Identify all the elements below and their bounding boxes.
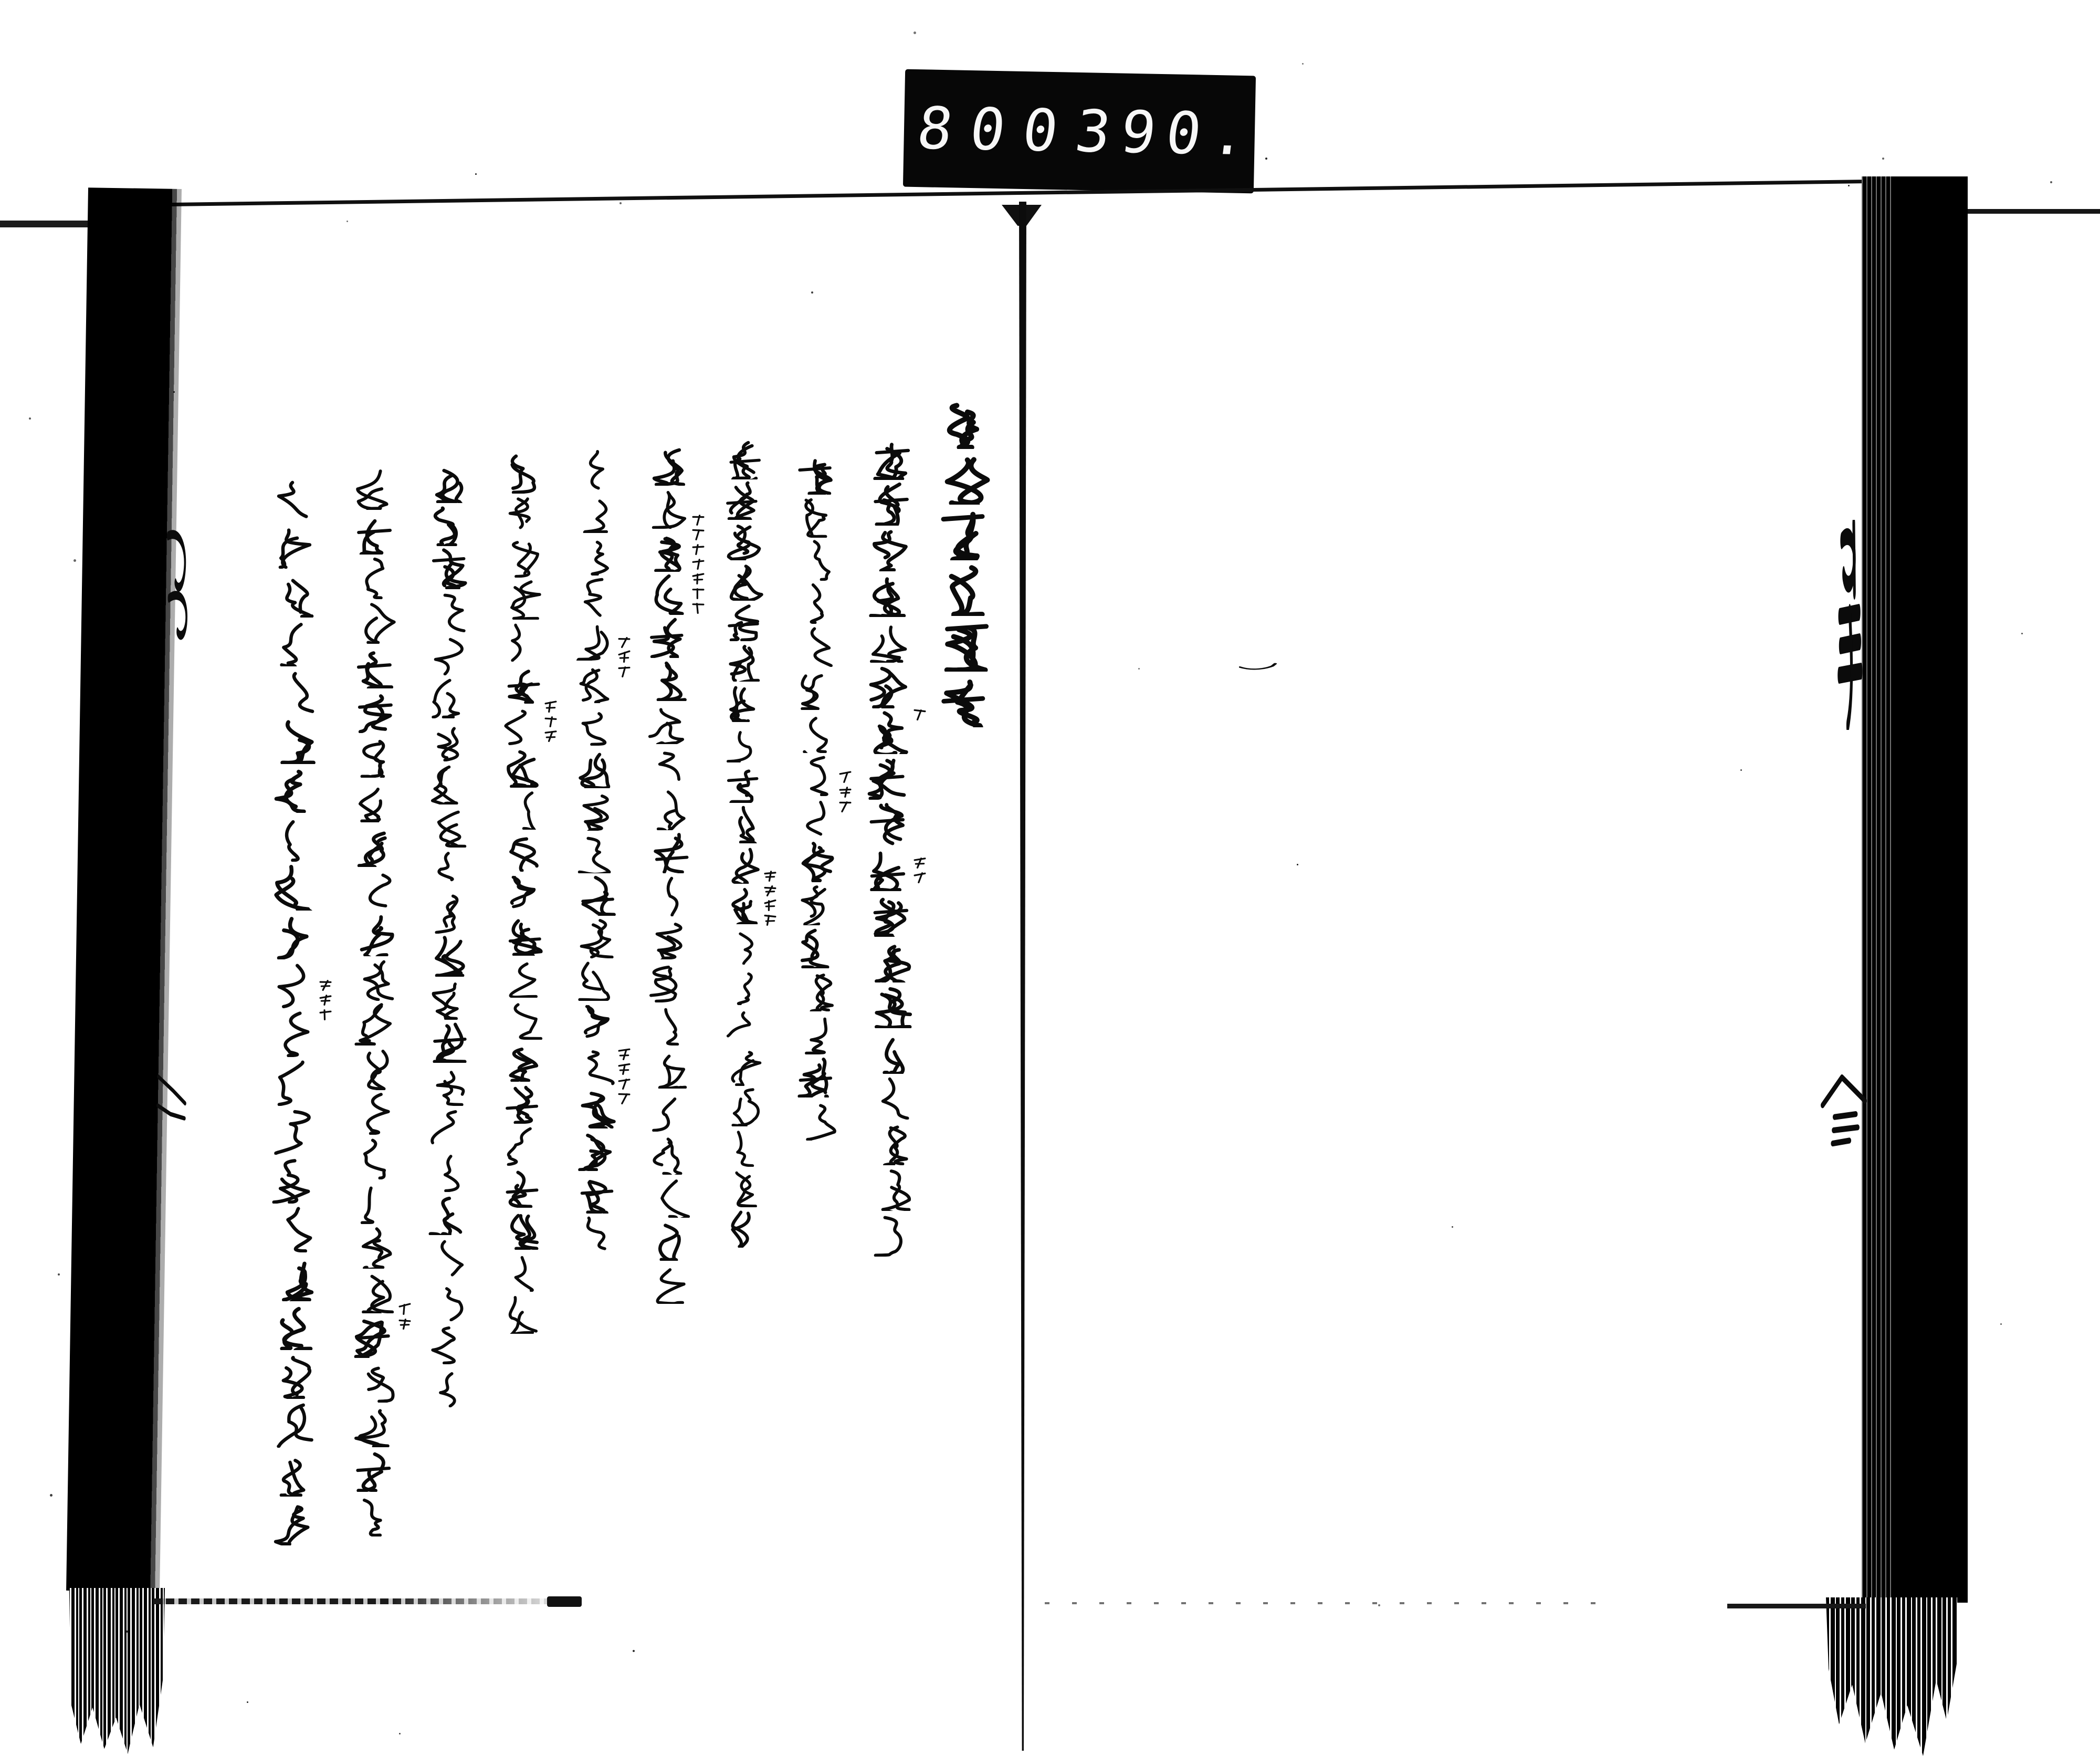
manuscript-character bbox=[574, 577, 616, 618]
right-page-edge-texture bbox=[1862, 176, 1891, 1603]
noise-speck bbox=[1848, 185, 1850, 186]
manuscript-character bbox=[267, 766, 314, 813]
manuscript-character bbox=[721, 683, 760, 722]
manuscript-character bbox=[721, 1127, 761, 1167]
manuscript-character bbox=[726, 561, 765, 601]
manuscript-character bbox=[794, 625, 836, 667]
manuscript-character bbox=[797, 969, 839, 1011]
manuscript-character bbox=[427, 719, 469, 761]
furigana-character bbox=[617, 1062, 631, 1075]
manuscript-character bbox=[866, 847, 910, 891]
manuscript-character bbox=[794, 926, 836, 968]
manuscript-character bbox=[649, 573, 691, 615]
manuscript-character bbox=[351, 1314, 394, 1358]
noise-speck bbox=[2021, 633, 2023, 634]
manuscript-character bbox=[648, 444, 690, 486]
manuscript-character bbox=[573, 747, 615, 788]
manuscript-character bbox=[356, 1180, 400, 1224]
manuscript-character bbox=[269, 1303, 317, 1350]
manuscript-character bbox=[796, 1012, 838, 1054]
manuscript-character bbox=[937, 562, 991, 616]
manuscript-character bbox=[354, 1136, 397, 1179]
manuscript-character bbox=[649, 1219, 691, 1261]
manuscript-character bbox=[355, 779, 398, 822]
furigana-character bbox=[617, 635, 631, 649]
manuscript-character bbox=[351, 1404, 394, 1447]
manuscript-character bbox=[869, 1030, 913, 1074]
bottom-edge-line-right bbox=[1727, 1604, 1866, 1608]
manuscript-character bbox=[646, 1262, 688, 1304]
manuscript-character bbox=[351, 1002, 394, 1046]
furigana-character bbox=[913, 707, 927, 721]
manuscript-character bbox=[936, 395, 990, 449]
manuscript-character bbox=[649, 530, 691, 572]
furigana-character bbox=[763, 913, 777, 926]
text-column-6 bbox=[502, 453, 543, 1335]
manuscript-character bbox=[721, 723, 761, 762]
furigana-character bbox=[319, 1007, 332, 1021]
manuscript-character bbox=[428, 978, 470, 1020]
noise-speck bbox=[620, 202, 622, 204]
text-column-2 bbox=[795, 453, 837, 1142]
manuscript-character bbox=[649, 1090, 691, 1132]
manuscript-character bbox=[274, 1352, 321, 1399]
manuscript-character bbox=[270, 1205, 318, 1252]
manuscript-character bbox=[429, 1021, 471, 1063]
manuscript-character bbox=[650, 1176, 692, 1218]
furigana-character bbox=[838, 770, 852, 783]
noise-speck bbox=[914, 32, 916, 34]
manuscript-character bbox=[936, 506, 990, 560]
furigana-annotation bbox=[913, 707, 927, 721]
manuscript-character bbox=[269, 912, 317, 959]
manuscript-character bbox=[273, 1254, 320, 1301]
right-margin-upper-fragment bbox=[1832, 520, 1866, 730]
manuscript-character bbox=[270, 814, 317, 862]
manuscript-character bbox=[722, 1168, 762, 1207]
text-column-1 bbox=[868, 436, 912, 1258]
manuscript-character bbox=[649, 1047, 691, 1089]
manuscript-character bbox=[869, 893, 913, 937]
furigana-character bbox=[691, 557, 705, 570]
manuscript-character bbox=[865, 756, 909, 800]
manuscript-character bbox=[794, 496, 836, 538]
manuscript-character bbox=[726, 1047, 765, 1086]
text-column-5 bbox=[575, 449, 617, 1257]
right-margin-lower-fragment bbox=[1821, 1074, 1867, 1148]
furigana-character bbox=[691, 601, 705, 614]
manuscript-character bbox=[576, 917, 617, 958]
manuscript-character bbox=[354, 823, 398, 867]
furigana-character bbox=[763, 883, 777, 897]
furigana-character bbox=[617, 1091, 631, 1105]
manuscript-character bbox=[271, 1059, 318, 1106]
manuscript-character bbox=[426, 1107, 468, 1149]
manuscript-character bbox=[268, 521, 315, 569]
furigana-annotation bbox=[398, 1302, 412, 1330]
manuscript-character bbox=[576, 704, 618, 746]
manuscript-character bbox=[426, 849, 468, 891]
noise-speck bbox=[633, 1650, 635, 1652]
manuscript-character bbox=[351, 466, 395, 510]
manuscript-character bbox=[726, 1087, 765, 1126]
furigana-character bbox=[763, 898, 777, 912]
manuscript-character bbox=[575, 1215, 616, 1256]
title-column bbox=[937, 395, 991, 729]
manuscript-character bbox=[430, 461, 472, 503]
manuscript-character bbox=[723, 885, 763, 924]
manuscript-character bbox=[646, 960, 688, 1002]
manuscript-character bbox=[502, 1167, 543, 1208]
furigana-character bbox=[691, 542, 705, 556]
manuscript-character bbox=[574, 534, 615, 576]
manuscript-character bbox=[797, 840, 839, 882]
manuscript-character bbox=[651, 659, 693, 701]
manuscript-character bbox=[723, 602, 763, 641]
manuscript-character bbox=[576, 1172, 617, 1214]
manuscript-character bbox=[428, 892, 470, 934]
noise-speck bbox=[1297, 864, 1298, 865]
noise-speck bbox=[58, 1273, 60, 1276]
text-column-8 bbox=[354, 466, 397, 1538]
text-column-4 bbox=[648, 444, 690, 1305]
furigana-character bbox=[691, 586, 705, 600]
noise-speck bbox=[247, 1701, 248, 1703]
furigana-character bbox=[691, 527, 705, 541]
manuscript-character bbox=[353, 734, 396, 778]
manuscript-character bbox=[268, 619, 316, 666]
right-page-edge-frays bbox=[1826, 1597, 1957, 1756]
manuscript-character bbox=[356, 913, 400, 956]
manuscript-character bbox=[794, 453, 836, 495]
manuscript-character bbox=[793, 668, 835, 710]
manuscript-character bbox=[646, 616, 688, 658]
manuscript-character bbox=[869, 1121, 914, 1165]
manuscript-character bbox=[268, 473, 316, 520]
furigana-character bbox=[544, 729, 558, 743]
manuscript-character bbox=[427, 1236, 469, 1278]
furigana-character bbox=[544, 699, 558, 713]
manuscript-character bbox=[428, 1150, 470, 1192]
furigana-character bbox=[913, 855, 927, 869]
manuscript-character bbox=[504, 747, 545, 788]
manuscript-character bbox=[797, 1099, 839, 1141]
manuscript-character bbox=[270, 961, 318, 1008]
text-column-9 bbox=[270, 473, 318, 1547]
manuscript-character bbox=[650, 1004, 692, 1046]
manuscript-character bbox=[724, 521, 764, 560]
manuscript-character bbox=[869, 482, 914, 526]
manuscript-character bbox=[793, 539, 835, 581]
manuscript-character bbox=[354, 1359, 398, 1403]
manuscript-character bbox=[271, 1107, 318, 1155]
manuscript-character bbox=[575, 492, 616, 533]
manuscript-character bbox=[268, 1156, 316, 1204]
manuscript-character bbox=[722, 1006, 761, 1046]
manuscript-character bbox=[351, 1448, 395, 1492]
text-column-3 bbox=[723, 440, 763, 1249]
noise-speck bbox=[29, 417, 31, 420]
manuscript-character bbox=[504, 579, 545, 620]
left-page-edge-frays bbox=[67, 1588, 165, 1754]
manuscript-character bbox=[868, 710, 912, 754]
bottom-edge-ink-blob bbox=[547, 1596, 582, 1607]
noise-speck bbox=[1452, 1226, 1453, 1228]
manuscript-character bbox=[870, 436, 915, 480]
furigana-character bbox=[617, 664, 631, 678]
manuscript-character bbox=[356, 1270, 400, 1313]
furigana-annotation bbox=[838, 770, 852, 813]
furigana-character bbox=[838, 785, 852, 798]
manuscript-character bbox=[274, 668, 321, 715]
manuscript-character bbox=[865, 573, 909, 617]
manuscript-character bbox=[726, 844, 765, 884]
manuscript-character bbox=[936, 673, 990, 727]
noise-speck bbox=[173, 391, 175, 393]
manuscript-character bbox=[723, 764, 762, 803]
manuscript-character bbox=[939, 451, 993, 505]
furigana-annotation bbox=[617, 635, 631, 678]
furigana-annotation bbox=[617, 1047, 631, 1105]
furigana-character bbox=[544, 714, 558, 728]
furigana-character bbox=[913, 870, 927, 884]
manuscript-character bbox=[505, 495, 545, 536]
manuscript-character bbox=[871, 984, 915, 1028]
manuscript-character bbox=[502, 1293, 543, 1334]
manuscript-character bbox=[866, 619, 910, 663]
manuscript-character bbox=[503, 957, 544, 998]
manuscript-character bbox=[355, 868, 399, 912]
manuscript-character bbox=[354, 1047, 397, 1090]
manuscript-character bbox=[428, 1322, 470, 1364]
noise-speck bbox=[50, 1494, 52, 1497]
manuscript-character bbox=[428, 547, 470, 589]
noise-speck bbox=[1882, 158, 1884, 160]
manuscript-character bbox=[426, 504, 468, 546]
furigana-character bbox=[691, 513, 705, 526]
manuscript-character bbox=[270, 863, 318, 911]
counter-left-digits: 800 bbox=[914, 95, 1080, 165]
manuscript-character bbox=[866, 527, 910, 571]
left-page-edge-band bbox=[66, 187, 182, 1592]
manuscript-character bbox=[573, 1130, 614, 1171]
manuscript-character bbox=[794, 797, 836, 839]
noise-speck bbox=[2050, 181, 2052, 183]
noise-speck bbox=[2000, 1323, 2002, 1325]
manuscript-character bbox=[269, 1449, 316, 1497]
noise-speck bbox=[129, 320, 131, 323]
manuscript-character bbox=[505, 999, 545, 1040]
noise-speck bbox=[399, 1733, 401, 1734]
manuscript-character bbox=[866, 664, 910, 708]
manuscript-character bbox=[869, 1075, 914, 1120]
manuscript-character bbox=[430, 590, 472, 632]
manuscript-character bbox=[572, 449, 614, 490]
manuscript-character bbox=[505, 915, 545, 956]
counter-right-digits: 390. bbox=[1071, 98, 1261, 169]
noise-speck bbox=[74, 559, 76, 562]
furigana-character bbox=[838, 799, 852, 813]
furigana-character bbox=[398, 1302, 412, 1315]
noise-speck bbox=[1265, 158, 1267, 160]
manuscript-character bbox=[794, 1055, 836, 1098]
furigana-character bbox=[319, 978, 332, 991]
manuscript-character bbox=[504, 831, 545, 872]
manuscript-character bbox=[352, 511, 396, 555]
furigana-annotation bbox=[913, 855, 927, 884]
noise-speck bbox=[1740, 769, 1742, 771]
furigana-character bbox=[398, 1316, 412, 1330]
bottom-edge-line-left bbox=[153, 1598, 582, 1604]
manuscript-character bbox=[274, 1400, 321, 1448]
manuscript-character bbox=[425, 1193, 467, 1235]
manuscript-character bbox=[505, 789, 545, 830]
manuscript-character bbox=[430, 633, 472, 675]
manuscript-character bbox=[577, 1087, 618, 1128]
manuscript-character bbox=[501, 537, 542, 578]
manuscript-character bbox=[270, 1498, 318, 1545]
manuscript-character bbox=[725, 440, 764, 479]
manuscript-character bbox=[430, 935, 472, 977]
noise-speck bbox=[1138, 668, 1140, 670]
manuscript-character bbox=[796, 754, 838, 796]
furigana-annotation bbox=[763, 869, 777, 926]
manuscript-character bbox=[793, 582, 835, 624]
manuscript-character bbox=[427, 676, 469, 718]
manuscript-character bbox=[648, 745, 690, 787]
manuscript-character bbox=[353, 689, 397, 733]
manuscript-character bbox=[354, 957, 398, 1001]
manuscript-character bbox=[274, 717, 321, 764]
manuscript-character bbox=[426, 1279, 468, 1321]
manuscript-character bbox=[502, 1125, 543, 1166]
gutter-side-dash bbox=[1239, 660, 1277, 673]
manuscript-character bbox=[574, 1002, 616, 1043]
noise-speck bbox=[1302, 63, 1304, 65]
manuscript-character bbox=[865, 801, 909, 845]
furigana-annotation bbox=[691, 513, 705, 614]
manuscript-character bbox=[578, 1044, 620, 1086]
manuscript-character bbox=[722, 480, 761, 520]
manuscript-character bbox=[867, 1213, 911, 1257]
manuscript-character bbox=[499, 705, 540, 746]
noise-speck bbox=[475, 173, 477, 175]
manuscript-character bbox=[577, 874, 618, 916]
manuscript-character bbox=[268, 1010, 315, 1057]
manuscript-character bbox=[501, 1083, 542, 1124]
manuscript-character bbox=[501, 1251, 542, 1292]
noise-speck bbox=[126, 1630, 128, 1633]
manuscript-character bbox=[573, 619, 614, 661]
manuscript-character bbox=[646, 1133, 688, 1175]
manuscript-character bbox=[503, 621, 544, 662]
scanner-edge-line-right bbox=[1966, 209, 2100, 214]
furigana-annotation bbox=[319, 978, 332, 1021]
furigana-annotation bbox=[544, 699, 558, 743]
furigana-character bbox=[319, 992, 332, 1006]
noise-speck bbox=[346, 221, 348, 222]
manuscript-character bbox=[647, 874, 689, 916]
manuscript-character bbox=[502, 453, 543, 494]
bottom-edge-line-center bbox=[1045, 1602, 1612, 1604]
manuscript-character bbox=[352, 645, 396, 688]
manuscript-character bbox=[351, 1493, 394, 1537]
manuscript-character bbox=[721, 966, 761, 1005]
manuscript-character bbox=[870, 1167, 915, 1211]
manuscript-character bbox=[726, 1208, 765, 1248]
manuscript-character bbox=[573, 662, 614, 703]
furigana-character bbox=[763, 869, 777, 882]
manuscript-character bbox=[426, 762, 468, 804]
manuscript-character bbox=[351, 1091, 395, 1135]
manuscript-character bbox=[651, 831, 693, 873]
manuscript-character bbox=[355, 600, 399, 644]
book-gutter-line bbox=[1019, 202, 1026, 1751]
manuscript-character bbox=[797, 883, 839, 925]
manuscript-character bbox=[576, 789, 618, 831]
manuscript-character bbox=[646, 702, 688, 744]
manuscript-character bbox=[502, 1209, 543, 1250]
manuscript-character bbox=[500, 1041, 541, 1082]
left-margin-upper-fragment bbox=[166, 529, 190, 641]
text-column-7 bbox=[428, 461, 470, 1408]
furigana-character bbox=[617, 1047, 631, 1061]
manuscript-character bbox=[354, 556, 397, 599]
manuscript-character bbox=[430, 1365, 472, 1407]
noise-speck bbox=[811, 291, 813, 294]
manuscript-character bbox=[650, 917, 692, 959]
frame-counter-display bbox=[903, 69, 1261, 194]
manuscript-character bbox=[870, 938, 915, 982]
furigana-character bbox=[617, 650, 631, 663]
manuscript-character bbox=[501, 873, 542, 914]
manuscript-character bbox=[429, 1064, 471, 1106]
manuscript-character bbox=[726, 642, 765, 682]
manuscript-character bbox=[648, 487, 690, 529]
noise-speck bbox=[97, 790, 99, 792]
manuscript-character bbox=[503, 663, 544, 704]
manuscript-character bbox=[575, 832, 616, 873]
manuscript-character bbox=[940, 618, 994, 672]
left-margin-lower-fragment bbox=[156, 1072, 187, 1126]
manuscript-character bbox=[429, 806, 471, 848]
manuscript-character bbox=[724, 925, 763, 965]
furigana-character bbox=[617, 1076, 631, 1090]
manuscript-character bbox=[272, 570, 319, 618]
scanner-edge-line-left bbox=[0, 221, 97, 227]
manuscript-character bbox=[725, 804, 764, 843]
manuscript-character bbox=[575, 959, 616, 1001]
furigana-character bbox=[691, 571, 705, 585]
manuscript-character bbox=[647, 788, 689, 830]
manuscript-character bbox=[353, 1225, 396, 1269]
manuscript-character bbox=[793, 711, 835, 753]
noise-speck bbox=[1378, 1604, 1380, 1606]
